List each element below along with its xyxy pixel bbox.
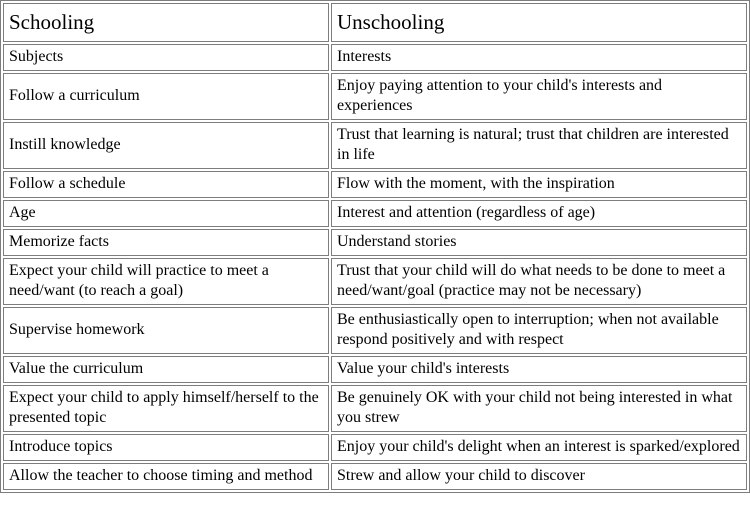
table-row bbox=[3, 122, 747, 169]
schooling-cell: Follow a schedule bbox=[3, 171, 329, 198]
unschooling-cell: Enjoy your child's delight when an interest is sparked/explored bbox=[331, 434, 747, 461]
table-row bbox=[3, 200, 747, 227]
schooling-cell: Value the curriculum bbox=[3, 356, 329, 383]
unschooling-cell: Be enthusiastically open to interruption; when not available respond positively and with respect bbox=[331, 307, 747, 354]
unschooling-cell: Value your child's interests bbox=[331, 356, 747, 383]
table-header-row bbox=[3, 3, 747, 42]
table-row bbox=[3, 434, 747, 461]
unschooling-cell: Trust that your child will do what needs to be done to meet a need/want/goal (practice may not be necessary) bbox=[331, 258, 747, 305]
unschooling-cell: Strew and allow your child to discover bbox=[331, 463, 747, 490]
schooling-cell: Subjects bbox=[3, 44, 329, 71]
column-header-unschooling: Unschooling bbox=[331, 3, 747, 42]
table-row bbox=[3, 463, 747, 490]
column-header-schooling: Schooling bbox=[3, 3, 329, 42]
unschooling-cell: Interests bbox=[331, 44, 747, 71]
schooling-cell: Age bbox=[3, 200, 329, 227]
table-row bbox=[3, 258, 747, 305]
table-row bbox=[3, 356, 747, 383]
table-row bbox=[3, 307, 747, 354]
table-row bbox=[3, 385, 747, 432]
schooling-cell: Expect your child will practice to meet a need/want (to reach a goal) bbox=[3, 258, 329, 305]
table-row bbox=[3, 44, 747, 71]
table-row bbox=[3, 171, 747, 198]
table-row bbox=[3, 229, 747, 256]
unschooling-cell: Flow with the moment, with the inspiration bbox=[331, 171, 747, 198]
schooling-cell: Follow a curriculum bbox=[3, 73, 329, 120]
schooling-cell: Instill knowledge bbox=[3, 122, 329, 169]
unschooling-cell: Enjoy paying attention to your child's interests and experiences bbox=[331, 73, 747, 120]
schooling-cell: Memorize facts bbox=[3, 229, 329, 256]
schooling-cell: Allow the teacher to choose timing and method bbox=[3, 463, 329, 490]
table-row bbox=[3, 73, 747, 120]
schooling-cell: Supervise homework bbox=[3, 307, 329, 354]
schooling-cell: Expect your child to apply himself/herself to the presented topic bbox=[3, 385, 329, 432]
unschooling-cell: Interest and attention (regardless of age) bbox=[331, 200, 747, 227]
schooling-cell: Introduce topics bbox=[3, 434, 329, 461]
unschooling-cell: Trust that learning is natural; trust that children are interested in life bbox=[331, 122, 747, 169]
unschooling-cell: Be genuinely OK with your child not being interested in what you strew bbox=[331, 385, 747, 432]
unschooling-cell: Understand stories bbox=[331, 229, 747, 256]
